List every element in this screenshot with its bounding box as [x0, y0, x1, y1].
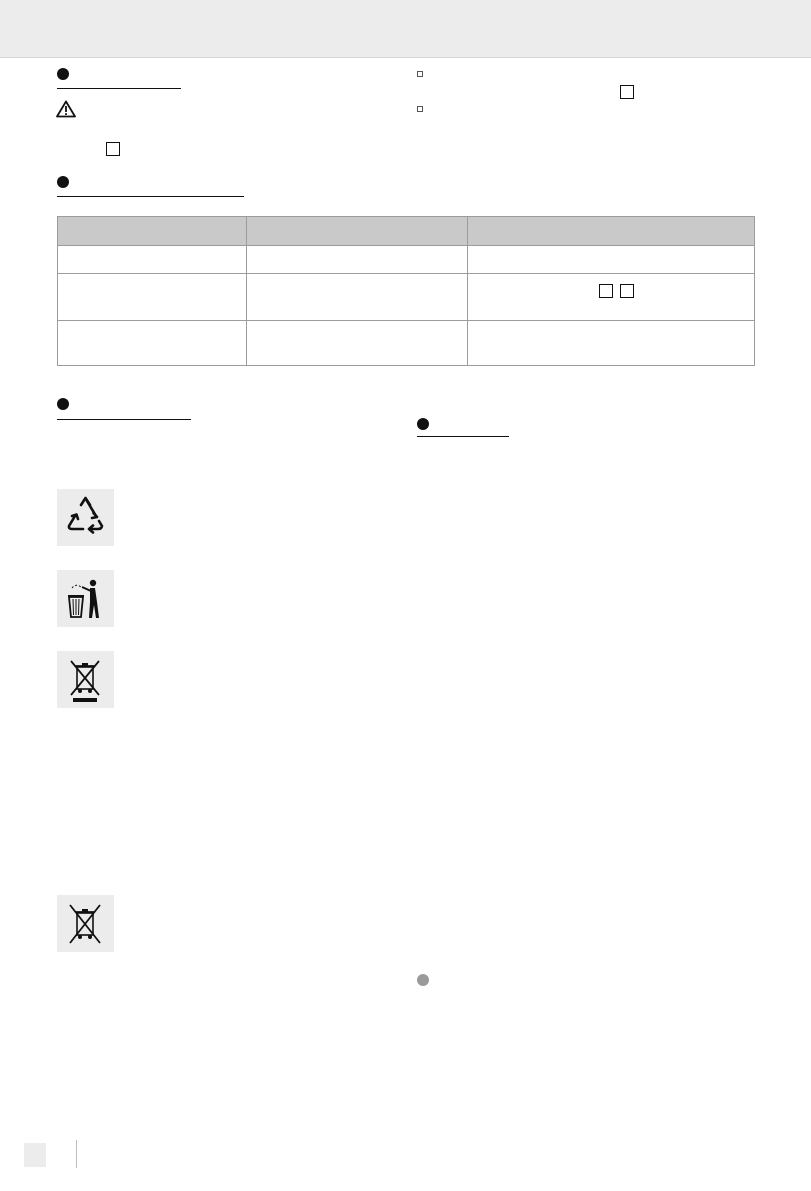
- crossed-out-wheelie-bin-bar-icon: [57, 651, 114, 708]
- tidyman-litter-bin-icon: [57, 570, 114, 627]
- crossed-out-wheelie-bin-icon: [57, 895, 114, 952]
- header-band: [0, 0, 811, 58]
- table-cell: [247, 274, 468, 321]
- table-row: [58, 321, 755, 366]
- section-marker-dot: [57, 398, 69, 410]
- section-3-underline: [57, 419, 191, 420]
- table-cell: [58, 274, 247, 321]
- spec-table: [57, 216, 755, 366]
- figure-reference-box: [620, 284, 634, 298]
- table-cell: [468, 274, 755, 321]
- table-header-cell: [468, 217, 755, 246]
- footer-divider: [76, 1140, 77, 1168]
- warning-triangle-icon: [56, 100, 76, 118]
- bullet-square: [417, 106, 423, 112]
- section-marker-dot: [57, 68, 69, 80]
- table-cell: [58, 246, 247, 274]
- section-marker-dot: [57, 176, 69, 188]
- section-1-underline: [57, 88, 181, 89]
- table-cell: [58, 321, 247, 366]
- info-marker-grey-dot: [417, 974, 429, 986]
- table-header-row: [58, 217, 755, 246]
- table-cell: [247, 321, 468, 366]
- bullet-square: [417, 71, 423, 77]
- section-marker-dot: [417, 418, 429, 430]
- figure-reference-box: [106, 142, 120, 156]
- table-row: [58, 246, 755, 274]
- figure-reference-box: [599, 284, 613, 298]
- table-header-cell: [58, 217, 247, 246]
- section-2-underline: [57, 196, 244, 197]
- figure-reference-box: [620, 85, 634, 99]
- recycling-triangle-icon: [57, 489, 114, 546]
- section-4-underline: [417, 436, 509, 437]
- table-cell: [247, 246, 468, 274]
- table-row: [58, 274, 755, 321]
- table-cell: [468, 321, 755, 366]
- table-header-cell: [247, 217, 468, 246]
- page-number-box: [24, 1143, 46, 1167]
- table-cell: [468, 246, 755, 274]
